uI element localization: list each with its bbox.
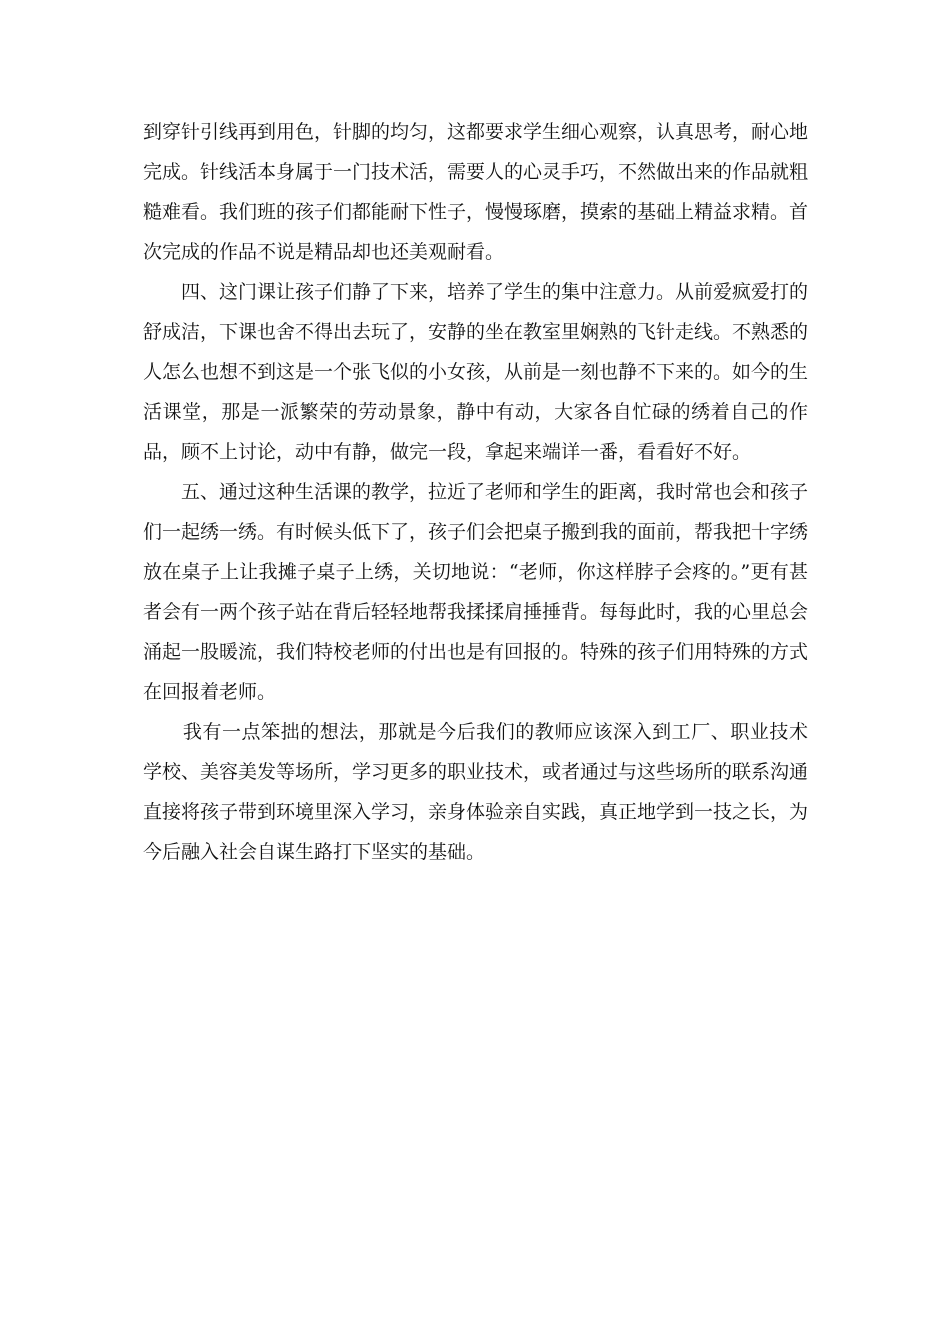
paragraph-conclusion: 我有一点笨拙的想法，那就是今后我们的教师应该深入到工厂、职业技术学校、美容美发等场所，学习更多的职业技术，或者通过与这些场所的联系沟通直接将孩子带到环境里深入学习，亲身体验亲自实践，真正地学到一技之长，为今后融入社会自谋生路打下坚实的基础。 [143,721,809,863]
paragraph-continuation: 到穿针引线再到用色，针脚的均匀，这都要求学生细心观察，认真思考，耐心地完成。针线活本身属于一门技术活，需要人的心灵手巧，不然做出来的作品就粗糙难看。我们班的孩子们都能耐下性子，慢慢琢磨，摸索的基础上精益求精。首次完成的作品不说是精品却也还美观耐看。 [143,121,809,263]
paragraph-point-five: 五、通过这种生活课的教学，拉近了老师和学生的距离，我时常也会和孩子们一起绣一绣。有时候头低下了，孩子们会把桌子搬到我的面前，帮我把十字绣放在桌子上让我摊子桌子上绣，关切地说：“老师，你这样脖子会疼的。”更有甚者会有一两个孩子站在背后轻轻地帮我揉揉肩捶捶背。每每此时，我的心里总会涌起一股暖流，我们特校老师的付出也是有回报的。特殊的孩子们用特殊的方式在回报着老师。 [143,481,809,703]
paragraph-point-four: 四、这门课让孩子们静了下来，培养了学生的集中注意力。从前爱疯爱打的舒成洁，下课也舍不得出去玩了，安静的坐在教室里娴熟的飞针走线。不熟悉的人怎么也想不到这是一个张飞似的小女孩，从前是一刻也静不下来的。如今的生活课堂，那是一派繁荣的劳动景象，静中有动，大家各自忙碌的绣着自己的作品，顾不上讨论，动中有静，做完一段，拿起来端详一番，看看好不好。 [143,281,809,463]
document-body [143,112,808,872]
